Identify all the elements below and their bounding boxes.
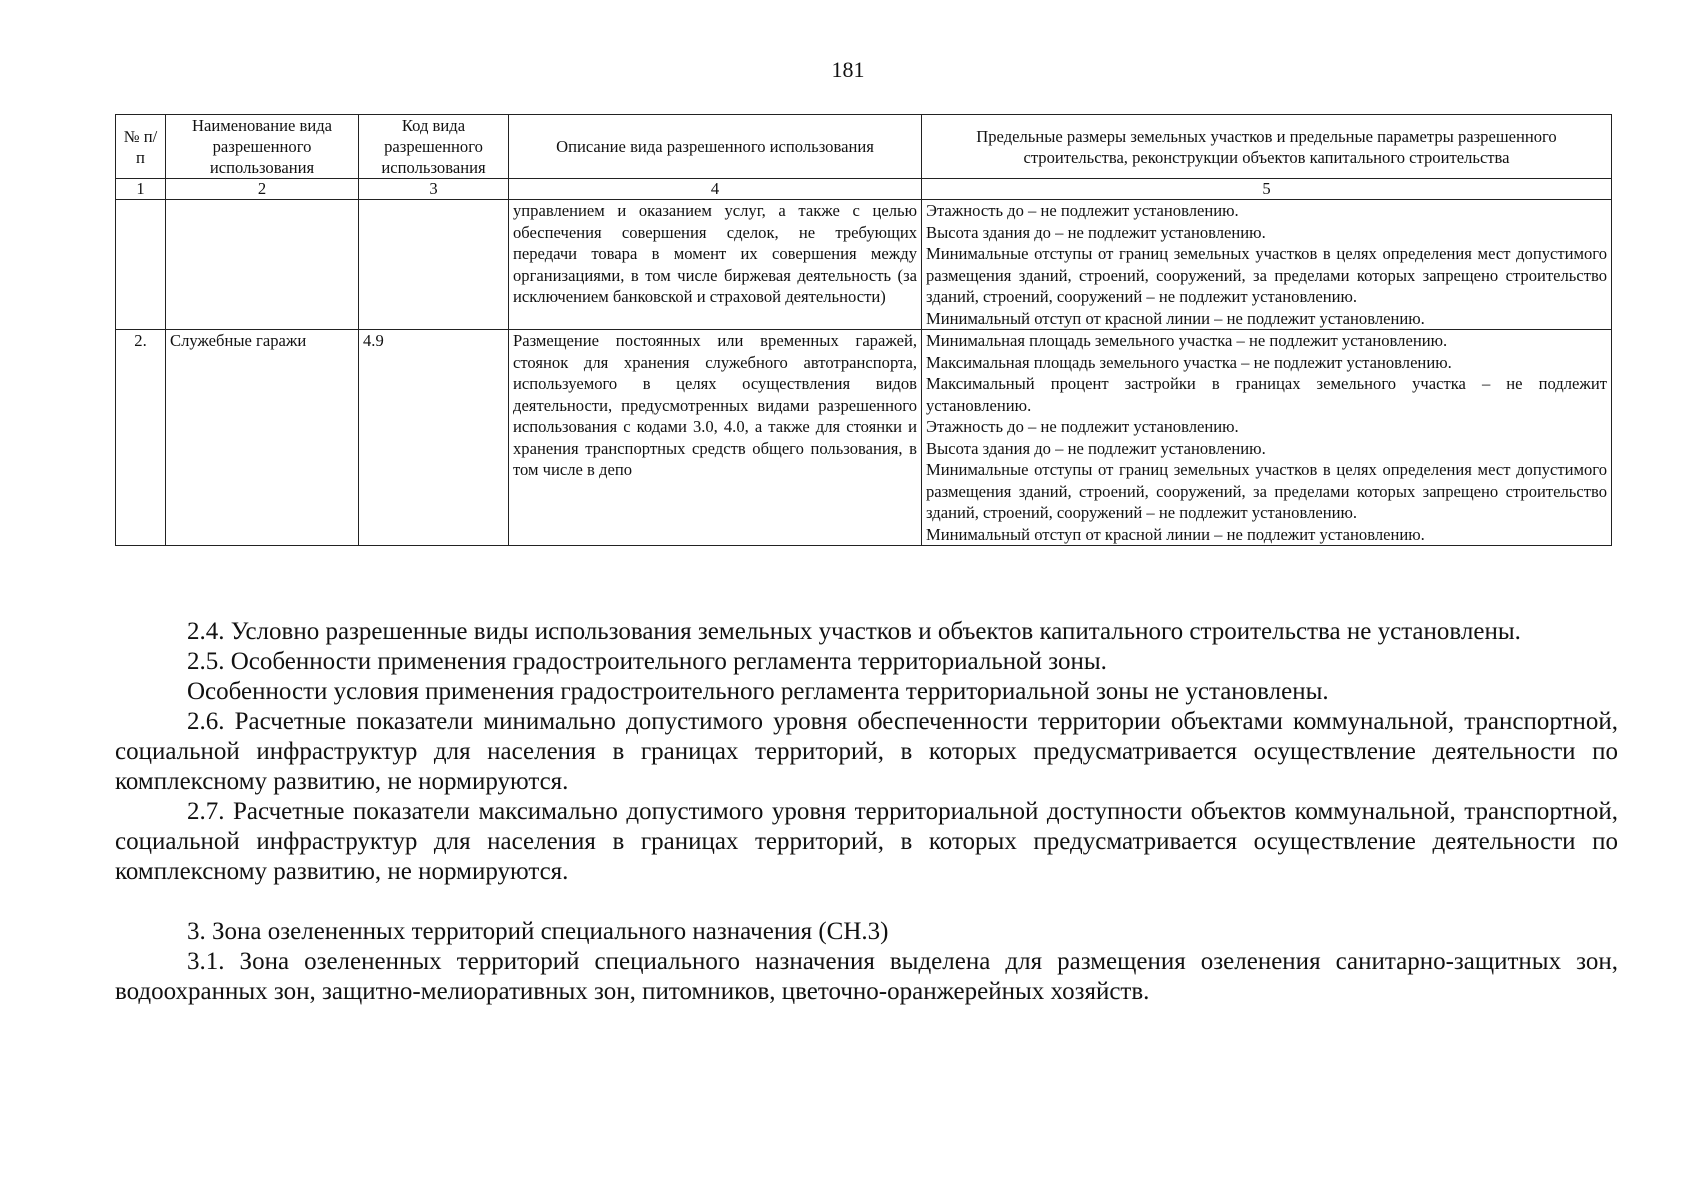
use-name xyxy=(166,200,359,330)
limit-line: Этажность до – не подлежит установлению. xyxy=(926,201,1239,220)
limit-line: Максимальная площадь земельного участка – не подлежит установлению. xyxy=(926,352,1452,372)
use-code xyxy=(359,200,509,330)
column-number-row xyxy=(116,179,1612,200)
paragraph-2-7: 2.7. Расчетные показатели максимально допустимого уровня территориальной доступности объектов коммунальной, транспортной, социальной инфраструктур для населения в границах территорий, в которых предусматривается осуществление деятельности по комплексному развитию, не нормируются. xyxy=(115,798,1618,885)
limit-line: Минимальный отступ от красной линии – не подлежит установлению. xyxy=(926,524,1425,544)
row-number xyxy=(116,200,166,330)
limit-line: Этажность до – не подлежит установлению. xyxy=(926,417,1239,436)
table-row xyxy=(116,330,1612,546)
table-header-row xyxy=(116,115,1612,179)
header-number: № п/п xyxy=(116,115,166,179)
use-name: Служебные гаражи xyxy=(166,330,359,546)
body-text xyxy=(115,617,1618,1007)
column-number: 1 xyxy=(116,179,166,200)
limit-line: Высота здания до – не подлежит установлению. xyxy=(926,222,1266,242)
use-limits xyxy=(922,330,1612,546)
paragraph-2-6: 2.6. Расчетные показатели минимально допустимого уровня обеспеченности территории объектами коммунальной, транспортной, социальной инфраструктур для населения в границах территорий, в которых предусматривается осуществление деятельности по комплексному развитию, не нормируются. xyxy=(115,708,1618,795)
limit-line: Минимальная площадь земельного участка – не подлежит установлению. xyxy=(926,331,1448,350)
header-use-name: Наименование вида разрешенного использования xyxy=(166,115,359,179)
use-code: 4.9 xyxy=(359,330,509,546)
paragraph-2-5-details: Особенности условия применения градостроительного регламента территориальной зоны не установлены. xyxy=(187,678,1329,705)
row-number: 2. xyxy=(116,330,166,546)
use-limits xyxy=(922,200,1612,330)
column-number: 3 xyxy=(359,179,509,200)
column-number: 5 xyxy=(922,179,1612,200)
use-description: управлением и оказанием услуг, а также с целью обеспечения совершения сделок, не требующих передачи товара в момент их совершения между организациями, в том числе биржевая деятельность (за исключением банковской и страховой деятельности) xyxy=(509,200,922,330)
use-description: Размещение постоянных или временных гаражей, стоянок для хранения служебного автотранспорта, используемого в целях осуществления видов деятельности, предусмотренных видами разрешенного использования с кодами 3.0, 4.0, а также для стоянки и хранения транспортных средств общего пользования, в том числе в депо xyxy=(509,330,922,546)
limit-line: Минимальные отступы от границ земельных участков в целях определения мест допустимого размещения зданий, строений, сооружений, за пределами которых запрещено строительство зданий, строений, сооружений – не подлежит установлению. xyxy=(926,244,1607,306)
paragraph-3-1: 3.1. Зона озелененных территорий специального назначения выделена для размещения озеленения санитарно-защитных зон, водоохранных зон, защитно-мелиоративных зон, питомников, цветочно-оранжерейных хозяйств. xyxy=(115,948,1618,1005)
paragraph-2-4: 2.4. Условно разрешенные виды использования земельных участков и объектов капитального строительства не установлены. xyxy=(187,618,1521,645)
regulations-table xyxy=(115,114,1612,546)
column-number: 2 xyxy=(166,179,359,200)
column-number: 4 xyxy=(509,179,922,200)
header-use-description: Описание вида разрешенного использования xyxy=(509,115,922,179)
limit-line: Минимальные отступы от границ земельных участков в целях определения мест допустимого размещения зданий, строений, сооружений, за пределами которых запрещено строительство зданий, строений, сооружений – не подлежит установлению. xyxy=(926,460,1607,522)
page-number: 181 xyxy=(831,57,865,82)
limit-line: Максимальный процент застройки в границах земельного участка – не подлежит установлению. xyxy=(926,374,1607,415)
header-limits: Предельные размеры земельных участков и предельные параметры разрешенного строительства, реконструкции объектов капитального строительства xyxy=(922,115,1612,179)
limit-line: Минимальный отступ от красной линии – не подлежит установлению. xyxy=(926,308,1425,328)
limit-line: Высота здания до – не подлежит установлению. xyxy=(926,438,1266,458)
paragraph-2-5: 2.5. Особенности применения градостроительного регламента территориальной зоны. xyxy=(187,648,1107,675)
table-row xyxy=(116,200,1612,330)
section-heading-3: 3. Зона озелененных территорий специального назначения (СН.3) xyxy=(187,918,889,945)
header-use-code: Код вида разрешенного использования xyxy=(359,115,509,179)
